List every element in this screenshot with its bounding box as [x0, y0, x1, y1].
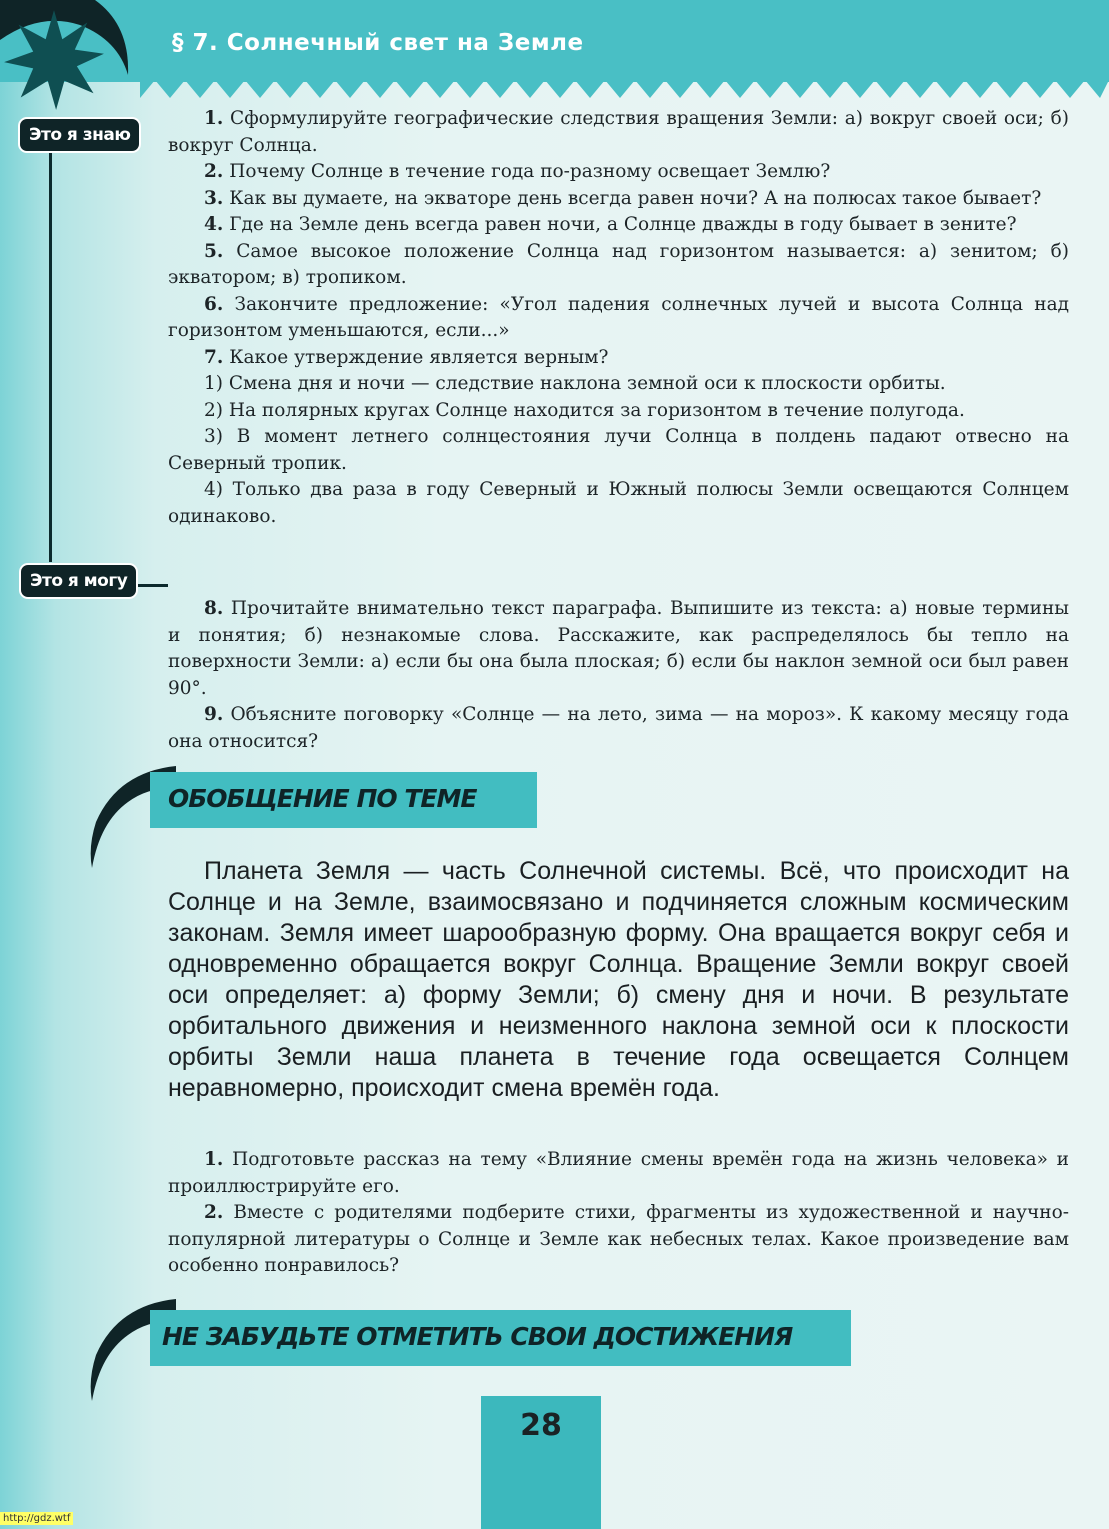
- task-item: 2. Вместе с родителями подберите стихи, фрагменты из художественной и научно-популярной литературы о Солнце и Земле как небесных телах. Какое произведение вам особенно понравилось?: [168, 1202, 1069, 1276]
- header-zigzag-edge: [140, 80, 1109, 100]
- task-item: 1. Подготовьте рассказ на тему «Влияние смены времён года на жизнь человека» и проиллюстрируйте его.: [168, 1149, 1069, 1197]
- tag-i-can: Это я могу: [19, 563, 138, 599]
- question-item: 7. Какое утверждение является верным?: [204, 346, 609, 368]
- watermark-url[interactable]: http://gdz.wtf: [0, 1512, 73, 1525]
- questions-know: [168, 106, 1069, 530]
- question-item: 8. Прочитайте внимательно текст параграфа. Выпишите из текста: а) новые термины и понятия; б) незнакомые слова. Расскажите, как распределялось бы тепло на поверхности Земли: а) если бы она была плоская; б) если бы наклон земной оси был равен 90°.: [168, 598, 1069, 699]
- question-item: 1. Сформулируйте географические следствия вращения Земли: а) вокруг своей оси; б) вокруг Солнца.: [168, 108, 1069, 156]
- question-item: 6. Закончите предложение: «Угол падения солнечных лучей и высота Солнца над горизонтом уменьшаются, если...»: [168, 293, 1069, 341]
- sun-star-icon: [2, 8, 106, 112]
- answer-option: 2) На полярных кругах Солнце находится за горизонтом в течение полугода.: [204, 399, 965, 421]
- sidebar-connector: [138, 584, 168, 587]
- page-title: § 7. Солнечный свет на Земле: [172, 30, 584, 56]
- question-item: 4. Где на Земле день всегда равен ночи, а Солнце дважды в году бывает в зените?: [204, 214, 1017, 235]
- answer-option: 4) Только два раза в году Северный и Южный полюсы Земли освещаются Солнцем одинаково.: [168, 479, 1069, 527]
- achievements-heading: НЕ ЗАБУДЬТЕ ОТМЕТИТЬ СВОИ ДОСТИЖЕНИЯ: [162, 1322, 793, 1351]
- questions-can: [168, 596, 1069, 755]
- question-item: 5. Самое высокое положение Солнца над горизонтом называется: а) зенитом; б) экватором; в) тропиком.: [168, 240, 1069, 288]
- tag-i-know: Это я знаю: [18, 117, 141, 153]
- answer-option: 1) Смена дня и ночи — следствие наклона земной оси к плоскости орбиты.: [204, 373, 946, 394]
- sidebar-line: [49, 150, 52, 562]
- question-item: 9. Объясните поговорку «Солнце — на лето, зима — на мороз». К какому месяцу года она относится?: [168, 704, 1069, 752]
- page-number: 28: [520, 1408, 562, 1443]
- summary-heading: ОБОБЩЕНИЕ ПО ТЕМЕ: [168, 784, 477, 813]
- question-item: 3. Как вы думаете, на экваторе день всегда равен ночи? А на полюсах такое бывает?: [204, 187, 1042, 209]
- answer-option: 3) В момент летнего солнцестояния лучи Солнца в полдень падают отвесно на Северный тропик.: [168, 426, 1069, 474]
- tasks: [168, 1147, 1069, 1280]
- summary-text: Планета Земля — часть Солнечной системы. Всё, что происходит на Солнце и на Земле, взаимосвязано и подчиняется сложным космическим законам. Земля имеет шарообразную форму. Она вращается вокруг себя и одновременно обращается вокруг Солнца. Вращение Земли вокруг своей оси определяет: а) форму Земли; б) смену дня и ночи. В результате орбитального движения и неизменного наклона земной оси к плоскости орбиты Земли наша планета в течение года освещается Солнцем неравномерно, происходит смена времён года.: [168, 857, 1069, 1102]
- question-item: 2. Почему Солнце в течение года по-разному освещает Землю?: [204, 161, 831, 182]
